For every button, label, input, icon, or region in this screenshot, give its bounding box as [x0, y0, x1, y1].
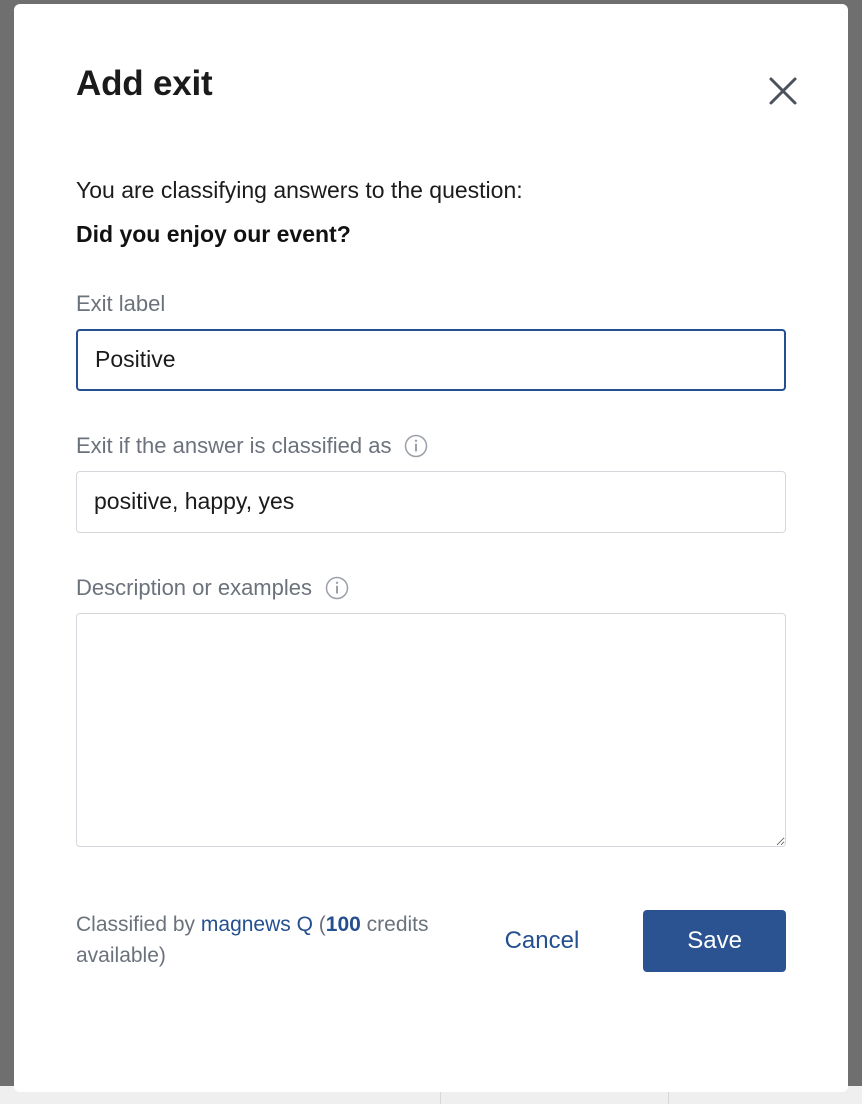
classified-as-label-text: Exit if the answer is classified as [76, 432, 392, 458]
intro-text: You are classifying answers to the question: [76, 177, 523, 203]
credits-count: 100 [325, 913, 361, 937]
description-textarea[interactable] [76, 613, 786, 847]
classified-as-input[interactable] [76, 471, 786, 533]
credits-text [76, 910, 446, 971]
footer-actions [503, 910, 786, 972]
classified-as-field-group [76, 433, 786, 533]
exit-label-input[interactable] [76, 329, 786, 391]
dialog-header [14, 4, 848, 108]
exit-label-label [76, 291, 786, 317]
close-icon[interactable] [766, 74, 800, 108]
save-button[interactable]: Save [643, 910, 786, 972]
credits-paren: ( [312, 913, 326, 937]
question-text: Did you enjoy our event? [76, 220, 351, 247]
dialog-body [14, 176, 848, 852]
credits-prefix: Classified by [76, 913, 201, 937]
credits-suffix: credits available) [76, 913, 429, 967]
description-label [76, 575, 786, 601]
info-icon[interactable] [404, 434, 428, 458]
cancel-button[interactable]: Cancel [503, 921, 582, 961]
exit-label-label-text: Exit label [76, 290, 166, 316]
classified-as-label [76, 433, 786, 459]
info-icon[interactable] [325, 576, 349, 600]
dialog-footer [14, 910, 848, 972]
page-title: Add exit [76, 64, 213, 103]
add-exit-dialog [14, 4, 848, 1092]
description-field-group [76, 575, 786, 852]
magnews-q-link[interactable]: magnews Q [200, 913, 313, 937]
exit-label-field-group [76, 291, 786, 391]
description-label-text: Description or examples [76, 574, 312, 600]
